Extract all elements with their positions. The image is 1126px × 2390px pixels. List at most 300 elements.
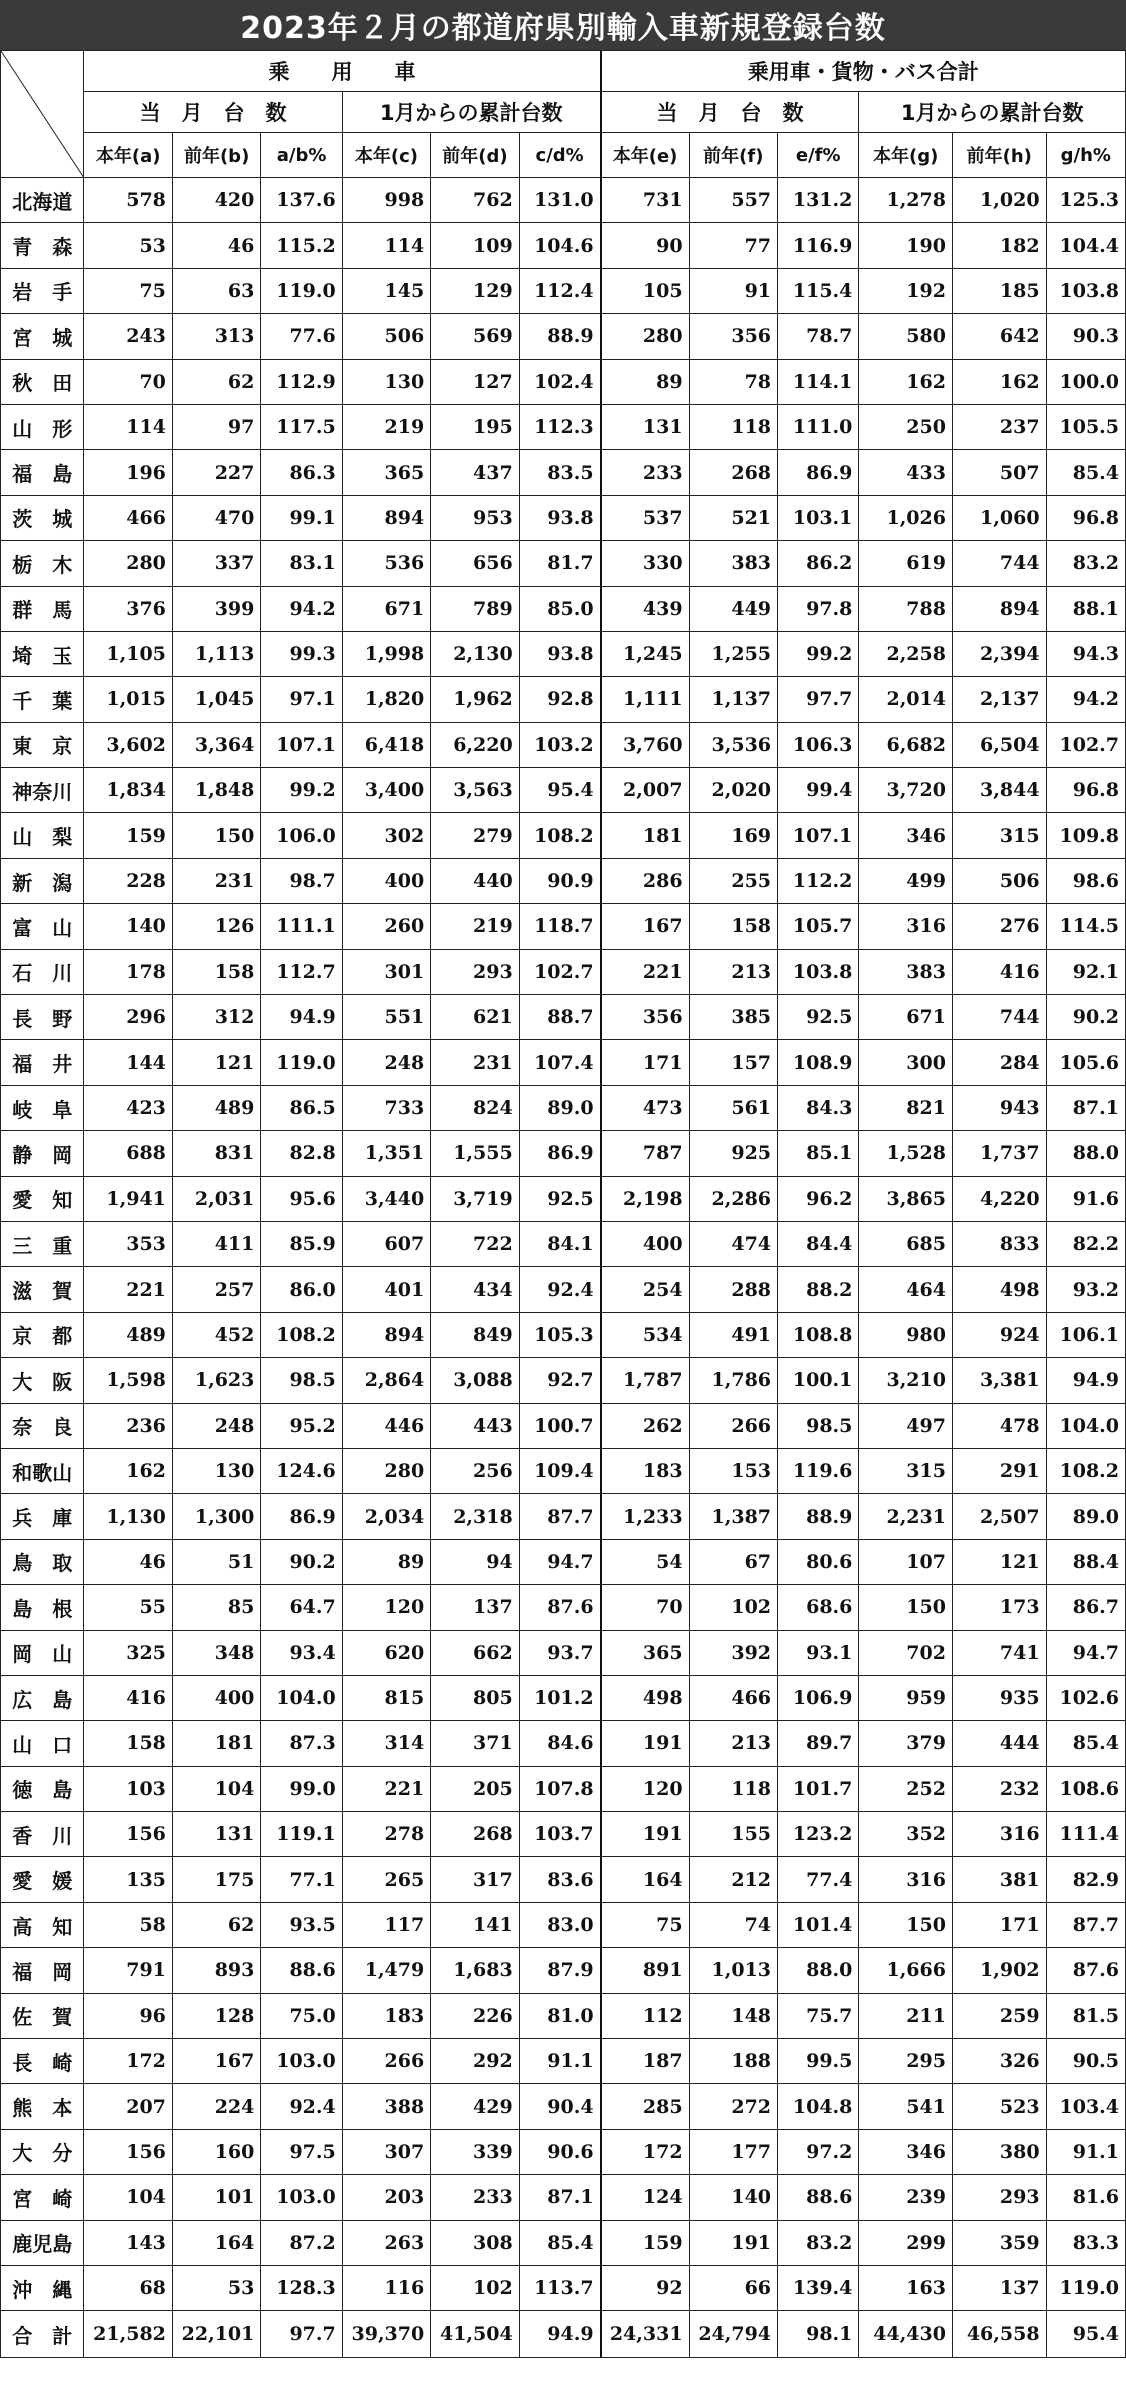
table-cell: 1,137 (689, 677, 777, 722)
table-cell: 92.7 (519, 1358, 600, 1403)
table-cell: 124 (601, 2175, 689, 2220)
prefecture-name: 静 岡 (1, 1131, 84, 1176)
table-cell: 130 (342, 359, 430, 404)
table-cell: 401 (342, 1267, 430, 1312)
table-cell: 111.4 (1046, 1812, 1125, 1857)
table-row (1, 722, 1126, 767)
table-cell: 120 (342, 1585, 430, 1630)
prefecture-name: 岐 阜 (1, 1085, 84, 1130)
table-cell: 78.7 (778, 314, 859, 359)
table-cell: 473 (601, 1085, 689, 1130)
table-cell: 70 (601, 1585, 689, 1630)
table-cell: 99.4 (778, 768, 859, 813)
table-cell: 317 (431, 1857, 519, 1902)
table-cell: 113.7 (519, 2265, 600, 2310)
table-cell: 619 (859, 541, 953, 586)
table-cell: 94 (431, 1539, 519, 1584)
table-cell: 114.5 (1046, 904, 1125, 949)
table-cell: 119.6 (778, 1448, 859, 1493)
prefecture-name: 合 計 (1, 2311, 84, 2358)
table-cell: 1,026 (859, 495, 953, 540)
table-cell: 104.0 (1046, 1403, 1125, 1448)
table-cell: 231 (172, 858, 260, 903)
table-row (1, 1539, 1126, 1584)
table-cell: 464 (859, 1267, 953, 1312)
table-cell: 439 (601, 586, 689, 631)
table-cell: 106.9 (778, 1675, 859, 1720)
table-cell: 162 (952, 359, 1046, 404)
prefecture-name: 石 川 (1, 949, 84, 994)
table-cell: 101.2 (519, 1675, 600, 1720)
table-cell: 346 (859, 2129, 953, 2174)
table-cell: 252 (859, 1766, 953, 1811)
table-cell: 523 (952, 2084, 1046, 2129)
table-cell: 94.9 (519, 2311, 600, 2358)
table-cell: 278 (342, 1812, 430, 1857)
table-cell: 824 (431, 1085, 519, 1130)
table-cell: 894 (952, 586, 1046, 631)
table-cell: 95.2 (261, 1403, 342, 1448)
table-cell: 280 (342, 1448, 430, 1493)
table-cell: 88.0 (778, 1948, 859, 1993)
table-cell: 75 (84, 268, 172, 313)
column-header: a/b% (261, 133, 342, 178)
table-cell: 103.2 (519, 722, 600, 767)
table-row (1, 586, 1126, 631)
table-cell: 103.0 (261, 2175, 342, 2220)
table-cell: 376 (84, 586, 172, 631)
table-cell: 108.2 (519, 813, 600, 858)
table-cell: 53 (172, 2265, 260, 2310)
table-cell: 788 (859, 586, 953, 631)
table-cell: 2,286 (689, 1176, 777, 1221)
table-cell: 1,998 (342, 631, 430, 676)
table-cell: 474 (689, 1221, 777, 1266)
table-cell: 94.3 (1046, 631, 1125, 676)
table-cell: 137.6 (261, 178, 342, 223)
table-cell: 227 (172, 450, 260, 495)
table-cell: 91 (689, 268, 777, 313)
table-cell: 580 (859, 314, 953, 359)
prefecture-name: 秋 田 (1, 359, 84, 404)
table-cell: 88.9 (778, 1494, 859, 1539)
table-cell: 733 (342, 1085, 430, 1130)
table-cell: 521 (689, 495, 777, 540)
prefecture-name: 滋 賀 (1, 1267, 84, 1312)
table-cell: 98.7 (261, 858, 342, 903)
table-cell: 203 (342, 2175, 430, 2220)
table-cell: 239 (859, 2175, 953, 2220)
table-cell: 94.9 (261, 995, 342, 1040)
table-cell: 1,245 (601, 631, 689, 676)
table-cell: 293 (952, 2175, 1046, 2220)
table-cell: 943 (952, 1085, 1046, 1130)
table-cell: 821 (859, 1085, 953, 1130)
table-cell: 213 (689, 949, 777, 994)
diagonal-line-icon (1, 51, 83, 177)
table-cell: 82.9 (1046, 1857, 1125, 1902)
table-cell: 671 (342, 586, 430, 631)
table-cell: 164 (601, 1857, 689, 1902)
table-cell: 114.1 (778, 359, 859, 404)
table-row (1, 813, 1126, 858)
table-cell: 3,720 (859, 768, 953, 813)
table-cell: 85.4 (1046, 1721, 1125, 1766)
table-cell: 46,558 (952, 2311, 1046, 2358)
table-cell: 41,504 (431, 2311, 519, 2358)
table-cell: 46 (84, 1539, 172, 1584)
table-cell: 82.2 (1046, 1221, 1125, 1266)
table-cell: 107.4 (519, 1040, 600, 1085)
table-cell: 95.4 (1046, 2311, 1125, 2358)
table-row (1, 2039, 1126, 2084)
table-row (1, 1131, 1126, 1176)
table-cell: 183 (342, 1993, 430, 2038)
table-cell: 88.4 (1046, 1539, 1125, 1584)
table-cell: 107 (859, 1539, 953, 1584)
table-cell: 498 (952, 1267, 1046, 1312)
table-cell: 90.9 (519, 858, 600, 903)
table-cell: 1,060 (952, 495, 1046, 540)
prefecture-name: 北海道 (1, 178, 84, 223)
table-cell: 541 (859, 2084, 953, 2129)
table-cell: 112.3 (519, 404, 600, 449)
prefecture-name: 鳥 取 (1, 1539, 84, 1584)
table-row (1, 1948, 1126, 1993)
table-cell: 219 (342, 404, 430, 449)
table-cell: 254 (601, 1267, 689, 1312)
table-cell: 2,864 (342, 1358, 430, 1403)
prefecture-name: 大 分 (1, 2129, 84, 2174)
table-cell: 411 (172, 1221, 260, 1266)
table-cell: 153 (689, 1448, 777, 1493)
table-cell: 112.4 (519, 268, 600, 313)
table-header (1, 51, 1126, 178)
table-row (1, 2220, 1126, 2265)
table-cell: 85.4 (1046, 450, 1125, 495)
table-cell: 81.0 (519, 1993, 600, 2038)
table-cell: 96.2 (778, 1176, 859, 1221)
table-cell: 87.1 (519, 2175, 600, 2220)
prefecture-name: 山 形 (1, 404, 84, 449)
table-cell: 219 (431, 904, 519, 949)
table-cell: 99.2 (261, 768, 342, 813)
table-cell: 87.1 (1046, 1085, 1125, 1130)
table-cell: 316 (859, 1857, 953, 1902)
table-cell: 105.5 (1046, 404, 1125, 449)
table-cell: 88.7 (519, 995, 600, 1040)
table-cell: 231 (431, 1040, 519, 1085)
table-cell: 96 (84, 1993, 172, 2038)
table-cell: 685 (859, 1221, 953, 1266)
table-cell: 1,598 (84, 1358, 172, 1403)
table-cell: 137 (431, 1585, 519, 1630)
table-cell: 443 (431, 1403, 519, 1448)
table-cell: 356 (601, 995, 689, 1040)
prefecture-name: 奈 良 (1, 1403, 84, 1448)
column-header: 本年(g) (859, 133, 953, 178)
table-cell: 128 (172, 1993, 260, 2038)
table-cell: 87.2 (261, 2220, 342, 2265)
prefecture-name: 群 馬 (1, 586, 84, 631)
prefecture-name: 富 山 (1, 904, 84, 949)
table-cell: 85.0 (519, 586, 600, 631)
table-cell: 163 (859, 2265, 953, 2310)
table-cell: 291 (952, 1448, 1046, 1493)
table-cell: 90 (601, 223, 689, 268)
table-cell: 1,113 (172, 631, 260, 676)
table-cell: 3,865 (859, 1176, 953, 1221)
table-cell: 167 (601, 904, 689, 949)
table-cell: 112 (601, 1993, 689, 2038)
table-cell: 127 (431, 359, 519, 404)
table-cell: 172 (84, 2039, 172, 2084)
table-cell: 105 (601, 268, 689, 313)
table-cell: 491 (689, 1312, 777, 1357)
table-row (1, 768, 1126, 813)
column-header: 前年(d) (431, 133, 519, 178)
column-header: e/f% (778, 133, 859, 178)
table-cell: 569 (431, 314, 519, 359)
table-cell: 265 (342, 1857, 430, 1902)
table-cell: 181 (172, 1721, 260, 1766)
table-cell: 1,351 (342, 1131, 430, 1176)
table-cell: 140 (689, 2175, 777, 2220)
table-cell: 83.6 (519, 1857, 600, 1902)
table-cell: 97 (172, 404, 260, 449)
column-header: 本年(c) (342, 133, 430, 178)
table-cell: 159 (601, 2220, 689, 2265)
prefecture-name: 神奈川 (1, 768, 84, 813)
table-cell: 1,020 (952, 178, 1046, 223)
table-cell: 607 (342, 1221, 430, 1266)
table-cell: 506 (952, 858, 1046, 903)
table-row (1, 1675, 1126, 1720)
table-cell: 2,034 (342, 1494, 430, 1539)
table-cell: 1,130 (84, 1494, 172, 1539)
table-cell: 129 (431, 268, 519, 313)
table-cell: 280 (601, 314, 689, 359)
table-cell: 6,220 (431, 722, 519, 767)
table-cell: 97.5 (261, 2129, 342, 2174)
table-cell: 131 (601, 404, 689, 449)
table-cell: 94.7 (519, 1539, 600, 1584)
prefecture-name: 長 野 (1, 995, 84, 1040)
table-cell: 316 (952, 1812, 1046, 1857)
table-row (1, 1857, 1126, 1902)
table-cell: 97.7 (778, 677, 859, 722)
table-row (1, 359, 1126, 404)
table-cell: 702 (859, 1630, 953, 1675)
table-cell: 157 (689, 1040, 777, 1085)
table-cell: 51 (172, 1539, 260, 1584)
table-cell: 121 (172, 1040, 260, 1085)
table-cell: 68 (84, 2265, 172, 2310)
table-cell: 497 (859, 1403, 953, 1448)
table-cell: 437 (431, 450, 519, 495)
table-cell: 124.6 (261, 1448, 342, 1493)
table-cell: 93.8 (519, 495, 600, 540)
table-row (1, 1766, 1126, 1811)
prefecture-name: 新 潟 (1, 858, 84, 903)
table-cell: 88.0 (1046, 1131, 1125, 1176)
table-cell: 248 (172, 1403, 260, 1448)
table-cell: 90.5 (1046, 2039, 1125, 2084)
table-cell: 94.2 (261, 586, 342, 631)
table-cell: 295 (859, 2039, 953, 2084)
table-cell: 478 (952, 1403, 1046, 1448)
table-cell: 2,507 (952, 1494, 1046, 1539)
table-cell: 416 (84, 1675, 172, 1720)
table-cell: 385 (689, 995, 777, 1040)
table-cell: 237 (952, 404, 1046, 449)
table-cell: 224 (172, 2084, 260, 2129)
table-cell: 833 (952, 1221, 1046, 1266)
table-cell: 90.6 (519, 2129, 600, 2174)
table-cell: 688 (84, 1131, 172, 1176)
table-cell: 233 (601, 450, 689, 495)
table-cell: 92.4 (519, 1267, 600, 1312)
table-cell: 116.9 (778, 223, 859, 268)
table-cell: 90.4 (519, 2084, 600, 2129)
table-cell: 108.2 (261, 1312, 342, 1357)
column-header: g/h% (1046, 133, 1125, 178)
table-cell: 54 (601, 1539, 689, 1584)
table-cell: 299 (859, 2220, 953, 2265)
table-cell: 119.0 (1046, 2265, 1125, 2310)
subheader-month-a: 当 月 台 数 (84, 92, 342, 133)
table-cell: 107.8 (519, 1766, 600, 1811)
header-corner (1, 51, 84, 178)
table-cell: 3,381 (952, 1358, 1046, 1403)
table-cell: 92.1 (1046, 949, 1125, 994)
table-cell: 207 (84, 2084, 172, 2129)
table-cell: 102.7 (1046, 722, 1125, 767)
table-cell: 420 (172, 178, 260, 223)
table-cell: 1,105 (84, 631, 172, 676)
prefecture-name: 栃 木 (1, 541, 84, 586)
table-cell: 353 (84, 1221, 172, 1266)
table-cell: 228 (84, 858, 172, 903)
table-cell: 177 (689, 2129, 777, 2174)
table-cell: 97.1 (261, 677, 342, 722)
table-cell: 731 (601, 178, 689, 223)
total-row (1, 2311, 1126, 2358)
table-cell: 97.2 (778, 2129, 859, 2174)
table-cell: 112.9 (261, 359, 342, 404)
table-cell: 81.6 (1046, 2175, 1125, 2220)
table-cell: 104.8 (778, 2084, 859, 2129)
table-cell: 106.1 (1046, 1312, 1125, 1357)
table-cell: 789 (431, 586, 519, 631)
table-cell: 75.7 (778, 1993, 859, 2038)
table-row (1, 314, 1126, 359)
table-cell: 276 (952, 904, 1046, 949)
table-cell: 226 (431, 1993, 519, 2038)
table-row (1, 268, 1126, 313)
table-cell: 256 (431, 1448, 519, 1493)
table-cell: 83.2 (1046, 541, 1125, 586)
table-cell: 115.2 (261, 223, 342, 268)
column-header: 本年(a) (84, 133, 172, 178)
table-cell: 272 (689, 2084, 777, 2129)
table-cell: 75.0 (261, 1993, 342, 2038)
table-cell: 352 (859, 1812, 953, 1857)
table-cell: 620 (342, 1630, 430, 1675)
table-row (1, 1085, 1126, 1130)
table-cell: 150 (859, 1902, 953, 1947)
table-cell: 162 (859, 359, 953, 404)
table-cell: 119.0 (261, 1040, 342, 1085)
table-row (1, 223, 1126, 268)
table-cell: 255 (689, 858, 777, 903)
table-cell: 1,479 (342, 1948, 430, 1993)
table-cell: 506 (342, 314, 430, 359)
prefecture-name: 埼 玉 (1, 631, 84, 676)
table-cell: 466 (689, 1675, 777, 1720)
table-cell: 85.1 (778, 1131, 859, 1176)
table-cell: 77.6 (261, 314, 342, 359)
table-cell: 97.7 (261, 2311, 342, 2358)
table-cell: 499 (859, 858, 953, 903)
subheader-cumulative-a: 1月からの累計台数 (342, 92, 600, 133)
table-cell: 315 (859, 1448, 953, 1493)
table-cell: 162 (84, 1448, 172, 1493)
table-cell: 86.2 (778, 541, 859, 586)
table-cell: 121 (952, 1539, 1046, 1584)
table-cell: 935 (952, 1675, 1046, 1720)
table-cell: 99.5 (778, 2039, 859, 2084)
table-cell: 266 (689, 1403, 777, 1448)
table-cell: 87.7 (1046, 1902, 1125, 1947)
table-cell: 257 (172, 1267, 260, 1312)
table-cell: 400 (601, 1221, 689, 1266)
table-cell: 103.8 (778, 949, 859, 994)
table-cell: 158 (172, 949, 260, 994)
table-cell: 537 (601, 495, 689, 540)
table-cell: 109.8 (1046, 813, 1125, 858)
table-cell: 3,440 (342, 1176, 430, 1221)
column-header: 前年(b) (172, 133, 260, 178)
prefecture-name: 愛 媛 (1, 1857, 84, 1902)
table-cell: 94.7 (1046, 1630, 1125, 1675)
table-cell: 87.6 (1046, 1948, 1125, 1993)
table-cell: 87.7 (519, 1494, 600, 1539)
table-cell: 123.2 (778, 1812, 859, 1857)
table-cell: 212 (689, 1857, 777, 1902)
table-cell: 95.6 (261, 1176, 342, 1221)
table-cell: 99.2 (778, 631, 859, 676)
table-cell: 236 (84, 1403, 172, 1448)
table-row (1, 677, 1126, 722)
table-cell: 190 (859, 223, 953, 268)
table-cell: 92.5 (519, 1176, 600, 1221)
table-row (1, 2265, 1126, 2310)
table-cell: 130 (172, 1448, 260, 1493)
table-cell: 2,014 (859, 677, 953, 722)
table-cell: 103.1 (778, 495, 859, 540)
table-cell: 3,364 (172, 722, 260, 767)
prefecture-name: 岡 山 (1, 1630, 84, 1675)
table-cell: 88.9 (519, 314, 600, 359)
prefecture-name: 岩 手 (1, 268, 84, 313)
table-cell: 100.0 (1046, 359, 1125, 404)
table-cell: 111.0 (778, 404, 859, 449)
table-cell: 213 (689, 1721, 777, 1766)
table-row (1, 1040, 1126, 1085)
table-cell: 62 (172, 1902, 260, 1947)
table-cell: 379 (859, 1721, 953, 1766)
